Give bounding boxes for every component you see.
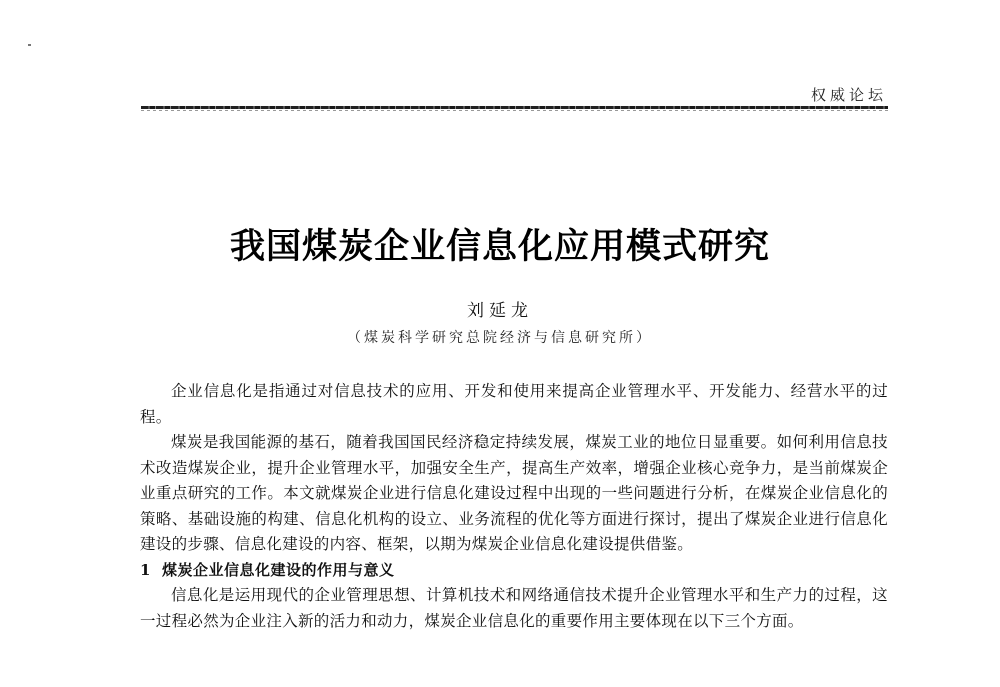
intro-paragraph-1: 企业信息化是指通过对信息技术的应用、开发和使用来提高企业管理水平、开发能力、经营水平的过程。 [140, 382, 888, 426]
header-rule [141, 106, 888, 109]
article-author: 刘延龙 [467, 301, 533, 321]
section-1-title: 煤炭企业信息化建设的作用与意义 [162, 560, 395, 579]
article-title: 我国煤炭企业信息化应用模式研究 [229, 226, 770, 267]
section-1-paragraph: 信息化是运用现代的企业管理思想、计算机技术和网络通信技术提升企业管理水平和生产力的过程，这一过程必然为企业注入新的活力和动力，煤炭企业信息化的重要作用主要体现在以下三个方面。 [140, 586, 888, 630]
scan-speck [28, 44, 31, 46]
header-rule-fine [141, 110, 888, 111]
article-body [140, 379, 888, 634]
section-1-heading [140, 558, 888, 584]
intro-paragraph-2: 煤炭是我国能源的基石，随着我国国民经济稳定持续发展，煤炭工业的地位日显重要。如何利用信息技术改造煤炭企业，提升企业管理水平，加强安全生产，提高生产效率，增强企业核心竞争力，是当前煤炭企业重点研究的工作。本文就煤炭企业进行信息化建设过程中出现的一些问题进行分析，在煤炭企业信息化的策略、基础设施的构建、信息化机构的设立、业务流程的优化等方面进行探讨，提出了煤炭企业进行信息化建设的步骤、信息化建设的内容、框架，以期为煤炭企业信息化建设提供借鉴。 [140, 433, 888, 553]
section-label: 权威论坛 [810, 86, 887, 104]
section-1-number: 1 [140, 560, 151, 579]
article-affiliation: （煤炭科学研究总院经济与信息研究所） [347, 330, 653, 346]
